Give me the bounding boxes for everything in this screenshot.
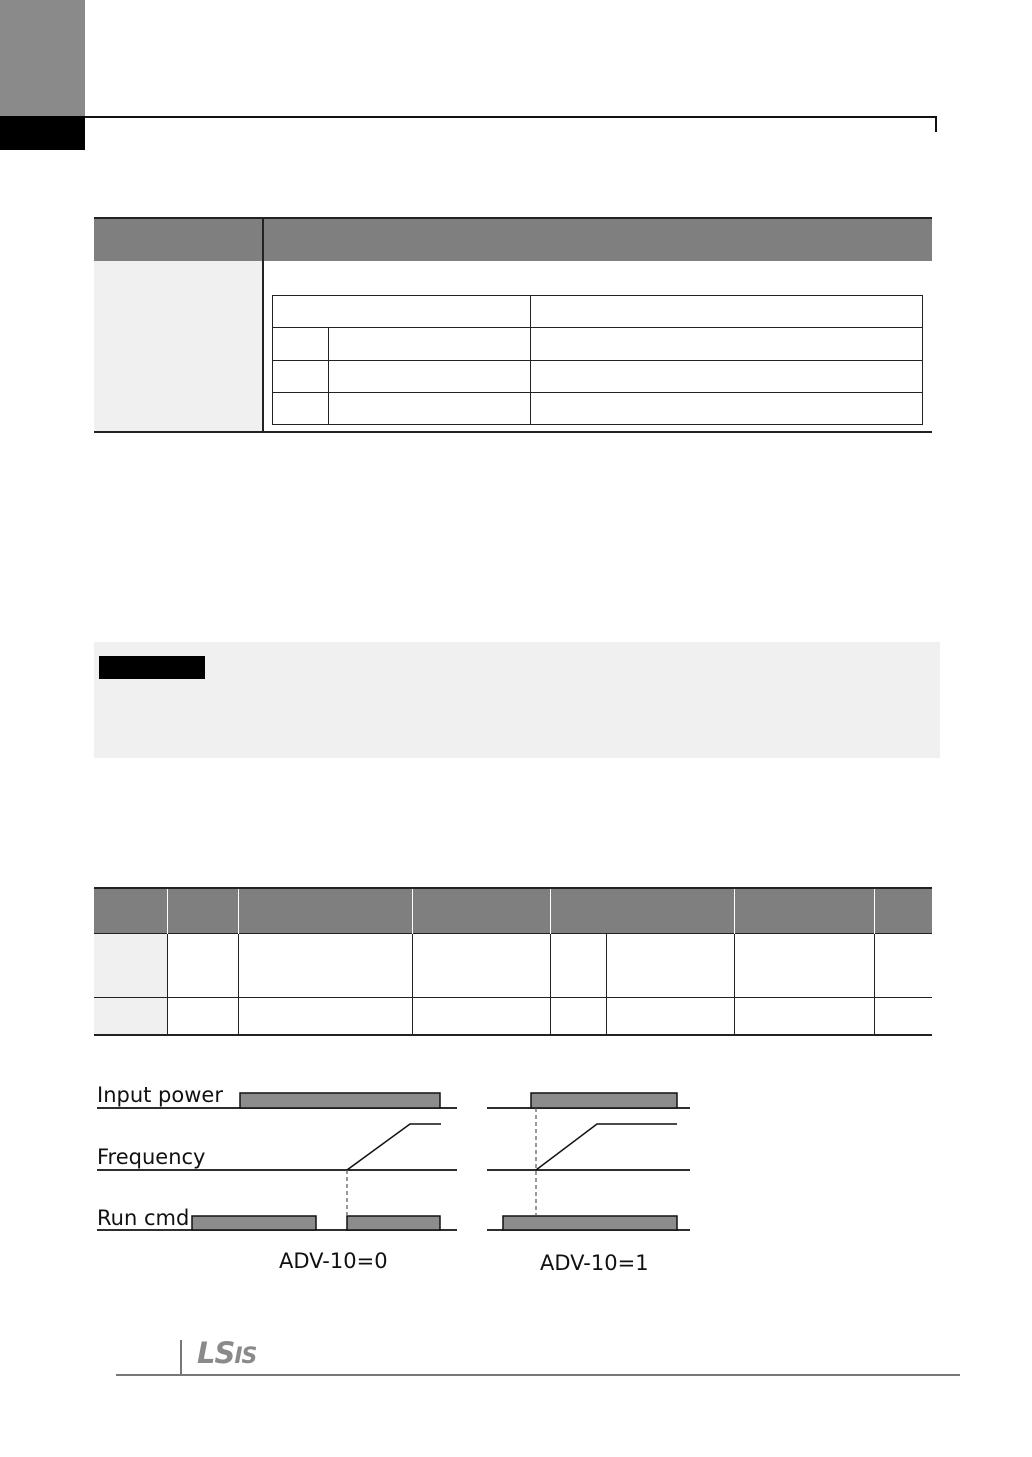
chapter-tab-black	[0, 116, 85, 150]
chapter-tab-gray	[0, 0, 85, 116]
settings-subtable	[272, 295, 923, 425]
subtable-row	[273, 360, 923, 392]
table1-bottom-rule	[94, 431, 932, 433]
table1-header-cell-description	[264, 217, 932, 261]
signal-input-power-right	[531, 1093, 677, 1108]
signal-run-cmd-right	[503, 1216, 677, 1230]
signal-run-cmd-left-1	[192, 1216, 316, 1230]
ls-is-logo	[197, 1336, 256, 1370]
label-frequency: Frequency	[97, 1145, 206, 1169]
timing-diagram	[90, 1075, 710, 1285]
signal-frequency-right	[536, 1124, 677, 1170]
table1-code-cell	[94, 261, 262, 431]
subtable-row	[273, 392, 923, 424]
label-run-cmd: Run cmd	[97, 1206, 190, 1230]
logo-small-text: IS	[234, 1344, 257, 1369]
header-rule	[85, 116, 937, 118]
table-row	[94, 934, 932, 998]
subtable-header-row	[273, 296, 923, 328]
signal-input-power-left	[240, 1093, 440, 1108]
label-input-power: Input power	[97, 1083, 223, 1107]
note-box	[94, 642, 940, 758]
table1-divider	[262, 217, 264, 431]
caption-adv10-0: ADV-10=0	[279, 1249, 388, 1273]
table-row	[94, 998, 932, 1036]
signal-run-cmd-left-2	[347, 1216, 440, 1230]
signal-frequency-left	[347, 1124, 441, 1170]
subtable-row	[273, 328, 923, 360]
footer-rule	[116, 1374, 960, 1376]
header-rule-tick	[935, 116, 937, 132]
logo-main-text: LS	[197, 1336, 235, 1370]
note-tag	[99, 656, 205, 679]
footer-divider	[180, 1340, 182, 1374]
caption-adv10-1: ADV-10=1	[540, 1251, 649, 1275]
parameter-table-header	[94, 888, 932, 934]
table1-header-cell-code	[94, 217, 262, 261]
parameter-table	[94, 887, 932, 1036]
